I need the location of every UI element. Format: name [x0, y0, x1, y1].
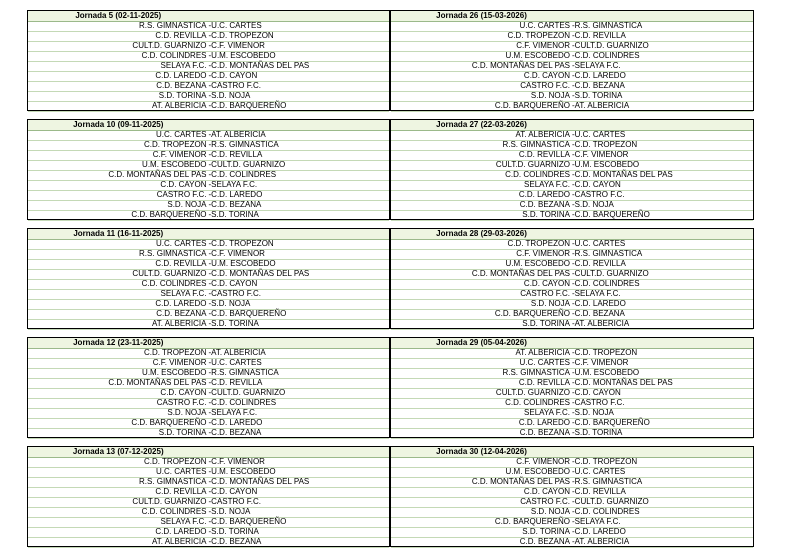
round-block [27, 446, 390, 547]
home-team: U.C. CARTES [155, 467, 207, 476]
away-team: -U.C. CARTES [572, 130, 626, 139]
round-block [27, 228, 390, 329]
home-team: C.D. MONTAÑAS DEL PAS [108, 170, 207, 179]
home-team: CASTRO F.C. [520, 497, 570, 506]
away-team: -C.D. BARQUEREÑO [208, 309, 287, 318]
match-row [391, 428, 753, 439]
home-team: C.D. REVILLA [518, 378, 570, 387]
away-team: -R.S. GIMNASTICA [208, 140, 279, 149]
home-team: S.D. TORINA [522, 210, 570, 219]
match-row [28, 428, 389, 439]
away-team: -C.D. BEZANA [572, 81, 625, 90]
away-team: -CULT.D. GUARNIZO [208, 388, 286, 397]
home-team: CULT.D. GUARNIZO [132, 269, 207, 278]
away-team: -U.M. ESCOBEDO [208, 259, 276, 268]
away-team: -CASTRO F.C. [572, 190, 625, 199]
away-team: -CULT.D. GUARNIZO [208, 160, 286, 169]
home-team: S.D. TORINA [158, 91, 207, 100]
away-team: -SELAYA F.C. [572, 289, 621, 298]
home-team: C.D. BEZANA [156, 309, 207, 318]
away-team: -C.F. VIMENOR [208, 249, 265, 258]
away-team: -C.D. MONTAÑAS DEL PAS [572, 170, 673, 179]
match-row [391, 210, 753, 221]
away-team: -C.D. LAREDO [208, 418, 263, 427]
away-team: -C.D. LAREDO [208, 190, 263, 199]
round-block [27, 337, 390, 438]
home-team: C.D. BARQUEREÑO [494, 517, 570, 526]
home-team: C.D. COLINDRES [141, 279, 207, 288]
home-team: C.D. MONTAÑAS DEL PAS [108, 378, 207, 387]
away-team: -C.D. COLINDRES [572, 279, 640, 288]
away-team: -SELAYA F.C. [572, 61, 621, 70]
home-team: AT. ALBERICIA [515, 348, 570, 357]
home-team: U.M. ESCOBEDO [142, 160, 207, 169]
home-team: R.S. GIMNASTICA [502, 368, 570, 377]
away-team: -AT. ALBERICIA [572, 319, 630, 328]
away-team: -C.D. MONTAÑAS DEL PAS [208, 61, 310, 70]
away-team: -CULT.D. GUARNIZO [572, 41, 649, 50]
round-title: Jornada 5 (02-11-2025) [75, 11, 162, 20]
away-team: -C.D. MONTAÑAS DEL PAS [572, 378, 673, 387]
home-team: C.D. REVILLA [518, 150, 570, 159]
round-title: Jornada 27 (22-03-2026) [436, 120, 527, 129]
home-team: C.D. COLINDRES [141, 507, 207, 516]
away-team: -CASTRO F.C. [208, 81, 261, 90]
home-team: C.D. CAYON [160, 388, 207, 397]
away-team: -C.D. LAREDO [572, 299, 626, 308]
away-team: -C.D. BARQUEREÑO [208, 101, 287, 110]
away-team: -S.D. NOJA [572, 408, 614, 417]
home-team: C.D. CAYON [523, 487, 570, 496]
home-team: C.D. BARQUEREÑO [494, 101, 570, 110]
away-team: -C.D. REVILLA [208, 378, 263, 387]
round-title: Jornada 11 (16-11-2025) [73, 229, 164, 238]
match-row [391, 101, 753, 112]
away-team: -C.D. COLINDRES [572, 507, 640, 516]
match-row [28, 319, 389, 330]
away-team: -S.D. NOJA [208, 299, 251, 308]
away-team: -C.D. MONTAÑAS DEL PAS [208, 269, 310, 278]
away-team: -C.D. BEZANA [208, 428, 262, 437]
home-team: AT. ALBERICIA [151, 319, 207, 328]
away-team: -S.D. NOJA [572, 200, 614, 209]
home-team: C.F. VIMENOR [516, 249, 570, 258]
round-title: Jornada 28 (29-03-2026) [436, 229, 527, 238]
home-team: C.D. REVILLA [155, 487, 207, 496]
home-team: CULT.D. GUARNIZO [132, 41, 207, 50]
away-team: -U.C. CARTES [572, 467, 626, 476]
away-team: -C.D. COLINDRES [208, 170, 277, 179]
away-team: -U.C. CARTES [208, 358, 262, 367]
away-team: -S.D. NOJA [208, 507, 251, 516]
away-team: -C.D. CAYON [572, 388, 621, 397]
away-team: -S.D. TORINA [208, 527, 259, 536]
away-team: -C.D. COLINDRES [208, 398, 277, 407]
away-team: -C.F. VIMENOR [208, 41, 265, 50]
home-team: C.D. COLINDRES [505, 398, 570, 407]
home-team: C.D. CAYON [523, 279, 570, 288]
round-block [390, 228, 754, 329]
away-team: -C.D. BEZANA [208, 537, 262, 546]
home-team: C.F. VIMENOR [516, 41, 570, 50]
away-team: -AT. ALBERICIA [572, 537, 630, 546]
away-team: -SELAYA F.C. [208, 180, 258, 189]
home-team: U.M. ESCOBEDO [505, 467, 570, 476]
away-team: -C.D. BARQUEREÑO [572, 210, 650, 219]
home-team: C.F. VIMENOR [516, 457, 570, 466]
home-team: C.D. LAREDO [155, 299, 207, 308]
home-team: S.D. NOJA [530, 507, 570, 516]
away-team: -CULT.D. GUARNIZO [572, 269, 649, 278]
home-team: U.C. CARTES [519, 358, 570, 367]
away-team: -C.D. CAYON [208, 279, 258, 288]
away-team: -C.D. TROPEZON [572, 140, 638, 149]
home-team: C.D. LAREDO [155, 71, 207, 80]
round-title: Jornada 26 (15-03-2026) [436, 11, 527, 20]
home-team: C.D. LAREDO [518, 190, 570, 199]
round-block [27, 119, 390, 220]
away-team: -R.S. GIMNASTICA [572, 477, 643, 486]
home-team: C.D. BEZANA [519, 200, 570, 209]
home-team: CULT.D. GUARNIZO [495, 388, 570, 397]
home-team: C.D. REVILLA [155, 31, 207, 40]
home-team: C.D. TROPEZON [143, 457, 207, 466]
match-row [28, 210, 389, 221]
home-team: C.D. BARQUEREÑO [131, 210, 207, 219]
home-team: U.M. ESCOBEDO [505, 51, 570, 60]
home-team: C.F. VIMENOR [152, 150, 207, 159]
away-team: -SELAYA F.C. [208, 408, 258, 417]
away-team: -U.M. ESCOBEDO [572, 160, 640, 169]
home-team: C.D. COLINDRES [505, 170, 570, 179]
home-team: C.D. MONTAÑAS DEL PAS [471, 269, 570, 278]
away-team: -U.C. CARTES [208, 21, 262, 30]
away-team: -C.D. TROPEZON [208, 31, 274, 40]
away-team: -U.M. ESCOBEDO [208, 467, 276, 476]
home-team: R.S. GIMNASTICA [138, 249, 207, 258]
home-team: C.D. BARQUEREÑO [494, 309, 570, 318]
round-block [27, 10, 390, 111]
away-team: -R.S. GIMNASTICA [572, 21, 643, 30]
home-team: C.D. REVILLA [155, 259, 207, 268]
match-row [28, 537, 389, 548]
home-team: SELAYA F.C. [524, 180, 570, 189]
home-team: SELAYA F.C. [160, 517, 207, 526]
away-team: -C.D. CAYON [208, 487, 258, 496]
home-team: C.D. BEZANA [156, 81, 207, 90]
home-team: C.D. CAYON [523, 71, 570, 80]
home-team: C.D. MONTAÑAS DEL PAS [471, 477, 570, 486]
match-row [391, 537, 753, 548]
match-row [391, 319, 753, 330]
home-team: C.D. BEZANA [519, 428, 570, 437]
away-team: -S.D. TORINA [572, 428, 623, 437]
away-team: -C.D. REVILLA [572, 259, 626, 268]
away-team: -C.F. VIMENOR [572, 150, 629, 159]
away-team: -CASTRO F.C. [208, 289, 261, 298]
away-team: -R.S. GIMNASTICA [208, 368, 279, 377]
round-title: Jornada 13 (07-12-2025) [72, 447, 164, 456]
home-team: U.M. ESCOBEDO [142, 368, 207, 377]
away-team: -C.D. BARQUEREÑO [208, 517, 287, 526]
home-team: C.F. VIMENOR [152, 358, 207, 367]
away-team: -CULT.D. GUARNIZO [572, 497, 649, 506]
away-team: -S.D. TORINA [208, 210, 259, 219]
away-team: -C.D. TROPEZON [208, 239, 274, 248]
home-team: U.C. CARTES [155, 130, 207, 139]
home-team: S.D. NOJA [530, 91, 570, 100]
away-team: -C.D. LAREDO [572, 527, 626, 536]
home-team: C.D. BEZANA [519, 537, 570, 546]
home-team: AT. ALBERICIA [151, 101, 207, 110]
home-team: AT. ALBERICIA [151, 537, 207, 546]
home-team: SELAYA F.C. [160, 289, 207, 298]
home-team: AT. ALBERICIA [515, 130, 570, 139]
away-team: -SELAYA F.C. [572, 517, 621, 526]
home-team: C.D. TROPEZON [143, 140, 207, 149]
home-team: C.D. LAREDO [518, 418, 570, 427]
away-team: -C.D. REVILLA [572, 487, 626, 496]
round-block [390, 446, 754, 547]
away-team: -C.D. BEZANA [572, 309, 625, 318]
away-team: -AT. ALBERICIA [208, 348, 266, 357]
away-team: -C.D. CAYON [208, 71, 258, 80]
home-team: R.S. GIMNASTICA [502, 140, 570, 149]
round-title: Jornada 10 (09-11-2025) [73, 120, 164, 129]
round-block [390, 119, 754, 220]
round-block [390, 337, 754, 438]
away-team: -R.S. GIMNASTICA [572, 249, 643, 258]
home-team: C.D. MONTAÑAS DEL PAS [471, 61, 570, 70]
away-team: -S.D. NOJA [208, 91, 251, 100]
away-team: -S.D. TORINA [572, 91, 623, 100]
home-team: C.D. TROPEZON [507, 239, 570, 248]
away-team: -CASTRO F.C. [208, 497, 261, 506]
home-team: CASTRO F.C. [156, 398, 207, 407]
home-team: CASTRO F.C. [520, 81, 570, 90]
home-team: S.D. TORINA [522, 319, 570, 328]
home-team: C.D. LAREDO [155, 527, 207, 536]
home-team: C.D. CAYON [160, 180, 207, 189]
home-team: C.D. COLINDRES [141, 51, 207, 60]
match-row [28, 101, 389, 112]
away-team: -C.F. VIMENOR [572, 358, 629, 367]
home-team: C.D. BARQUEREÑO [131, 418, 207, 427]
away-team: -U.M. ESCOBEDO [208, 51, 276, 60]
away-team: -S.D. TORINA [208, 319, 259, 328]
away-team: -C.F. VIMENOR [208, 457, 265, 466]
home-team: U.M. ESCOBEDO [505, 259, 570, 268]
round-title: Jornada 29 (05-04-2026) [436, 338, 527, 347]
away-team: -C.D. REVILLA [572, 31, 626, 40]
away-team: -C.D. REVILLA [208, 150, 263, 159]
home-team: SELAYA F.C. [160, 61, 207, 70]
away-team: -C.D. BEZANA [208, 200, 262, 209]
home-team: U.C. CARTES [155, 239, 207, 248]
away-team: -C.D. TROPEZON [572, 348, 638, 357]
home-team: S.D. TORINA [522, 527, 570, 536]
round-title: Jornada 30 (12-04-2026) [436, 447, 527, 456]
home-team: C.D. TROPEZON [143, 348, 207, 357]
round-block [390, 10, 754, 111]
round-title: Jornada 12 (23-11-2025) [73, 338, 164, 347]
home-team: CASTRO F.C. [156, 190, 207, 199]
home-team: S.D. NOJA [167, 408, 207, 417]
away-team: -CASTRO F.C. [572, 398, 625, 407]
home-team: S.D. NOJA [530, 299, 570, 308]
away-team: -AT. ALBERICIA [208, 130, 266, 139]
home-team: C.D. TROPEZON [507, 31, 570, 40]
away-team: -C.D. CAYON [572, 180, 621, 189]
away-team: -C.D. MONTAÑAS DEL PAS [208, 477, 310, 486]
home-team: SELAYA F.C. [524, 408, 570, 417]
home-team: CULT.D. GUARNIZO [495, 160, 570, 169]
home-team: S.D. TORINA [158, 428, 207, 437]
away-team: -C.D. LAREDO [572, 71, 626, 80]
away-team: -AT. ALBERICIA [572, 101, 630, 110]
home-team: R.S. GIMNASTICA [138, 477, 207, 486]
away-team: -C.D. COLINDRES [572, 51, 640, 60]
away-team: -U.M. ESCOBEDO [572, 368, 640, 377]
home-team: R.S. GIMNASTICA [138, 21, 207, 30]
home-team: CASTRO F.C. [520, 289, 570, 298]
home-team: U.C. CARTES [519, 21, 570, 30]
away-team: -U.C. CARTES [572, 239, 626, 248]
away-team: -C.D. TROPEZON [572, 457, 638, 466]
home-team: CULT.D. GUARNIZO [132, 497, 207, 506]
home-team: S.D. NOJA [167, 200, 207, 209]
away-team: -C.D. BARQUEREÑO [572, 418, 650, 427]
